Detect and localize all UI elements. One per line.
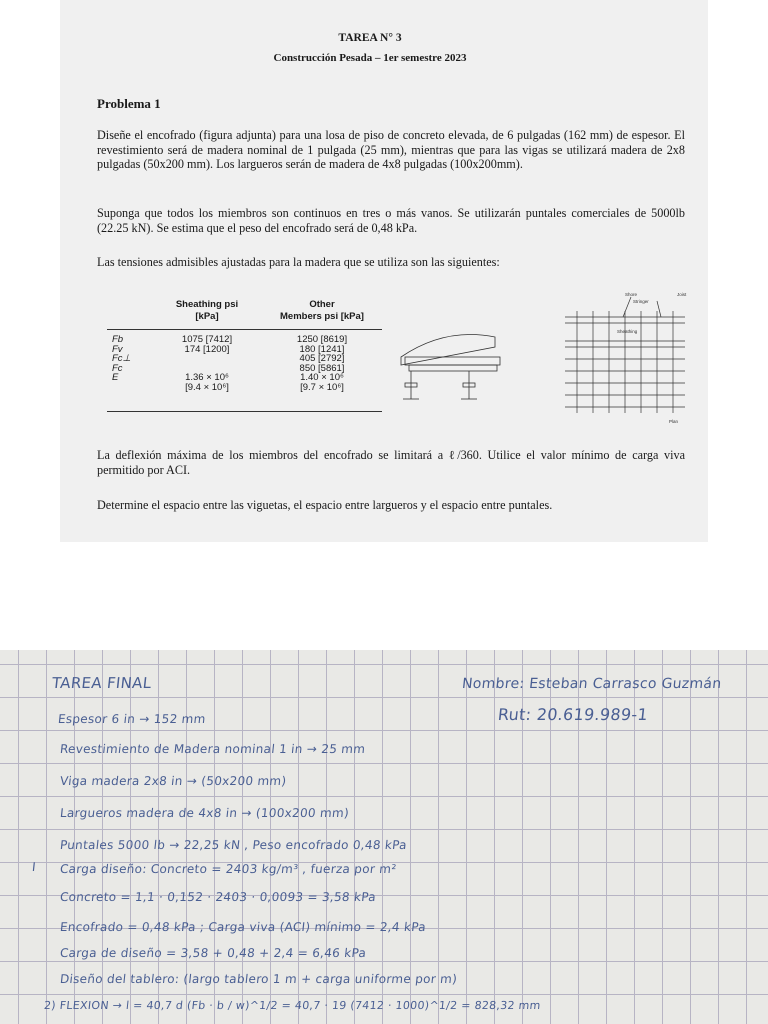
notes-line: Concreto = 1,1 · 0,152 · 2403 · 0,0093 = 3,58 kPa — [59, 890, 377, 904]
label-stringer: Stringer — [633, 299, 649, 304]
assignment-title: TAREA N° 3 — [338, 32, 402, 44]
label-joist: Joist — [677, 292, 687, 297]
notes-line: Viga madera 2x8 in → (50x200 mm) — [59, 774, 288, 788]
assignment-subtitle: Construcción Pesada – 1er semestre 2023 — [273, 52, 467, 64]
notes-line: Diseño del tablero: (largo tablero 1 m + carga uniforme por m) — [59, 972, 458, 986]
plan-view — [565, 297, 685, 413]
header-sheathing-line2: [kPa] — [195, 311, 219, 322]
table-top-rule — [107, 329, 382, 330]
header-other-line2: Members psi [kPa] — [280, 311, 364, 322]
paragraph-4: La deflexión máxima de los miembros del encofrado se limitará a ℓ/360. Utilice el valor mínimo de carga viva permitido por ACI. — [97, 448, 685, 477]
notes-line: 2) FLEXION → l = 40,7 d (Fb · b / w)^1/2 = 40,7 · 19 (7412 · 1000)^1/2 = 828,32 mm — [43, 999, 542, 1012]
label-plan: Plan — [669, 419, 679, 424]
row-other-value: 850 [5861] — [299, 362, 345, 374]
row-symbol: Fc — [112, 362, 123, 374]
table-bottom-rule — [107, 411, 382, 412]
header-sheathing-line1: Sheathing psi — [175, 299, 239, 310]
paragraph-5: Determine el espacio entre las viguetas, el espacio entre largueros y el espacio entre puntales. — [97, 498, 553, 512]
notes-title: TAREA FINAL — [51, 674, 153, 692]
row-other-value: 1250 [8619] — [296, 334, 348, 345]
notes-line: Encofrado = 0,48 kPa ; Carga viva (ACI) mínimo = 2,4 kPa — [59, 920, 427, 934]
row-other-value: 180 [1241] — [299, 343, 345, 355]
row-symbol: Fc⊥ — [112, 353, 131, 364]
paragraph-2: Suponga que todos los miembros son continuos en tres o más vanos. Se utilizarán puntales comerciales de 5000lb (22.25 kN). Se estima que el peso del encofrado será de 0,48 kPa. — [97, 206, 685, 235]
header-other-line1: Other — [309, 299, 335, 310]
notes-student-id: Rut: 20.619.989-1 — [497, 705, 649, 724]
notes-line: Carga diseño: Concreto = 2403 kg/m³ , fuerza por m² — [59, 862, 398, 876]
notes-line: Revestimiento de Madera nominal 1 in → 25 mm — [59, 742, 367, 756]
row-sheathing-value: 1.36 × 10⁶ — [185, 372, 229, 383]
row-sheathing-value: [9.4 × 10⁶] — [185, 382, 229, 393]
formwork-diagram — [395, 287, 685, 427]
notes-line: Carga de diseño = 3,58 + 0,48 + 2,4 = 6,46 kPa — [59, 946, 367, 960]
notes-line: Espesor 6 in → 152 mm — [57, 712, 207, 726]
row-other-value: 405 [2792] — [299, 353, 345, 364]
label-shore: Shore — [625, 292, 638, 297]
handwritten-notes-sheet — [0, 650, 768, 1024]
row-sheathing-value: 1075 [7412] — [181, 334, 233, 345]
notes-line: Puntales 5000 lb → 22,25 kN , Peso encofrado 0,48 kPa — [59, 838, 408, 852]
section-view — [401, 335, 500, 400]
row-symbol: E — [112, 372, 119, 383]
row-symbol: Fb — [112, 334, 124, 345]
paragraph-3: Las tensiones admisibles ajustadas para la madera que se utiliza son las siguientes: — [97, 255, 500, 269]
row-sheathing-value: 174 [1200] — [184, 343, 230, 355]
header-other-members — [262, 299, 382, 323]
problem-heading: Problema 1 — [97, 96, 161, 111]
notes-student-name: Nombre: Esteban Carrasco Guzmán — [461, 676, 723, 692]
notes-section-number: I — [31, 860, 37, 874]
printed-assignment-sheet — [60, 0, 708, 542]
row-other-value: 1.40 × 10⁶ — [300, 372, 344, 383]
header-sheathing — [152, 299, 262, 323]
notes-line: Largueros madera de 4x8 in → (100x200 mm) — [59, 806, 350, 820]
row-other-value: [9.7 × 10⁶] — [300, 382, 344, 393]
row-symbol: Fv — [112, 343, 123, 355]
label-sheathing: Sheathing — [617, 329, 638, 334]
paragraph-1: Diseñe el encofrado (figura adjunta) para una losa de piso de concreto elevada, de 6 pulgadas (162 mm) de espesor. El revestimiento será de madera nominal de 1 pulgada (25 mm), mientras que para las vigas se utilizará madera de 2x8 pulgadas (50x200 mm). Los largueros serán de madera de 4x8 pulgadas (100x200mm). — [97, 128, 685, 171]
